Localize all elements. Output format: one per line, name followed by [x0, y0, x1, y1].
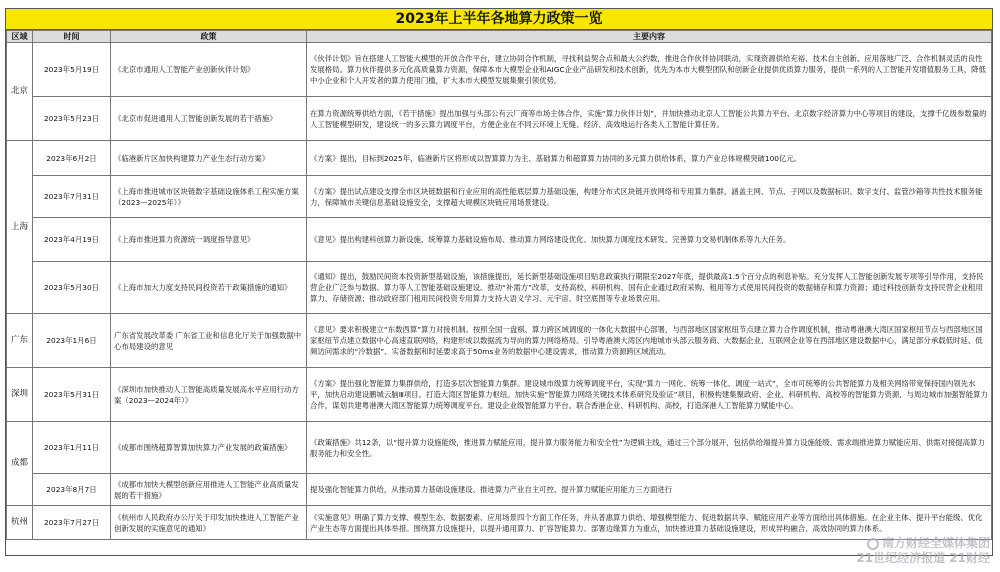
region-cell-shenzhen: 深圳 — [7, 368, 33, 422]
policy-cell: 广东省发展改革委 广东省工业和信息化厅关于加强数据中心布局建设的意见 — [111, 314, 307, 368]
table-row — [7, 262, 992, 314]
time-cell: 2023年5月30日 — [33, 262, 111, 314]
table-row — [7, 218, 992, 262]
content-cell: 提及强化智能算力供给，从推动算力基础设施建设、推进算力产业自主可控、提升算力赋能应用能力三方面进行 — [307, 474, 992, 506]
region-cell-beijing: 北京 — [7, 43, 33, 141]
table-row — [7, 176, 992, 218]
content-cell: 在算力资源统筹供给方面，《若干措施》提出加强与头部公有云厂商等市场主体合作，实施“算力伙伴计划”，并加快推动北京人工智能公共算力平台、北京数字经济算力中心等项目的建设，支撑千亿级参数量的人工智能模型研发，建设统一的多云算力调度平台，方便企业在不同云环境上无缝、经济、高效地运行各类人工智能计算任务。 — [307, 97, 992, 141]
watermark-line-2: 21世纪经济报道 21财经 — [856, 551, 990, 565]
policy-cell: 《深圳市加快推动人工智能高质量发展高水平应用行动方案（2023—2024年）》 — [111, 368, 307, 422]
table-title: 2023年上半年各地算力政策一览 — [6, 9, 992, 30]
table-row — [7, 141, 992, 176]
table-row — [7, 368, 992, 422]
table-row — [7, 314, 992, 368]
policy-cell: 《北京市促进通用人工智能创新发展的若干措施》 — [111, 97, 307, 141]
policy-cell: 《临港新片区加快构建算力产业生态行动方案》 — [111, 141, 307, 176]
table-row — [7, 506, 992, 540]
content-cell: 《方案》提出强化智能算力集群供给，打造多层次智能算力集群。建设城市级算力统筹调度平台，实现“算力一网化、统筹一体化、调度一站式”，全市可统筹的公共智能算力及相关网络带宽保持国内领先水平，加快启动建设鹏城云脑Ⅲ项目。打造大湾区智能算力枢纽。加快实施“智能算力网络关键技术体系研究及验证”项目，积极构建集聚政府、企业、科研机构、高校等的智能算力资源，与周边城市加强智能算力合作，谋划共建粤港澳大湾区智能算力统筹调度平台。建设企业级智能算力平台。联合香港企业、科研机构、高校，打造深港人工智能算力赋能中心。 — [307, 368, 992, 422]
policy-cell: 《上海市加大力度支持民间投资若干政策措施的通知》 — [111, 262, 307, 314]
content-cell: 《方案》提出试点建设支撑全市区块链数据和行业应用的高性能底层算力基础设施，构建分布式区块链开放网络和专用算力集群，涵盖主网、节点、子网以及数据标识、数字支付、监管沙箱等共性技术服务能力，保障城市关键信息基础设施安全，支撑超大规模区块链应用场景建设。 — [307, 176, 992, 218]
policy-cell: 《北京市通用人工智能产业创新伙伴计划》 — [111, 43, 307, 97]
content-cell: 《通知》提出，鼓励民间资本投资新型基础设施，该措施提出，延长新型基础设施项目贴息政策执行期限至2027年底，提供最高1.5个百分点的利息补贴。充分发挥人工智能创新发展专项等引导作用，支持民营企业广泛参与数据、算力等人工智能基础设施建设。推动“补需方”改革，支持高校、科研机构、国有企业通过政府采购、租用等方式使用民间投资的数据储存和算力资源；通过科技创新券支持民营企业租用算力、存储资源；推动政府部门租用民间投资专用算力支持大语义学习、元宇宙、时空底图等专业场景应用。 — [307, 262, 992, 314]
header-region: 区域 — [7, 31, 33, 43]
policy-table-sheet — [5, 8, 993, 556]
content-cell: 《方案》提出，目标到2025年，临港新片区将形成以智算算力为主、基础算力和超算算力协同的多元算力供给体系，算力产业总体规模突破100亿元。 — [307, 141, 992, 176]
content-cell: 《伙伴计划》旨在搭建人工智能大模型的开放合作平台，建立协同合作机制，寻找利益契合点和最大公约数，推进合作伙伴协同联动，实现资源供给充裕、技术自主创新、应用落地广泛、合作机制灵活的良性发展格局。算力伙伴提供多元化高质量算力资源，保障本市大模型企业和AIGC企业产品研发和技术创新，优先为本市大模型团队和创新企业提供优质算力服务，提供一系列的人工智能开发增值服务工具，降低中小企业和个人开发者的算力使用门槛，扩大本市大模型发展集聚引领优势。 — [307, 43, 992, 97]
region-cell-guangdong: 广东 — [7, 314, 33, 368]
content-cell: 《实施意见》明确了算力支撑、模型生态、数据要素、应用场景四个方面工作任务，并从普惠算力供给、增强模型能力、促进数据共享、赋能应用产业等方面给出具体措施。在企业主体、提升平台能级、优化产业生态等方面提出具体举措。围绕算力设施提升，以提升通用算力、扩容智能算力、部署边缘算力为重点，加快推进算力基础设施建设，形成异构融合、高效协同的算力体系。 — [307, 506, 992, 540]
table-row — [7, 97, 992, 141]
table-row — [7, 43, 992, 97]
table-row — [7, 474, 992, 506]
logo-icon — [867, 538, 879, 550]
region-cell-shanghai: 上海 — [7, 141, 33, 314]
policy-cell: 《杭州市人民政府办公厅关于印发加快推进人工智能产业创新发展的实施意见的通知》 — [111, 506, 307, 540]
time-cell: 2023年5月23日 — [33, 97, 111, 141]
header-row — [7, 31, 992, 43]
policy-cell: 《成都市加快大模型创新应用推进人工智能产业高质量发展的若干措施》 — [111, 474, 307, 506]
time-cell: 2023年7月31日 — [33, 176, 111, 218]
header-policy: 政策 — [111, 31, 307, 43]
time-cell: 2023年5月19日 — [33, 43, 111, 97]
watermark — [856, 536, 990, 566]
policy-table — [6, 30, 992, 540]
content-cell: 《政策措施》共12条，以“提升算力设施能级，推进算力赋能应用，提升算力服务能力和安全性”为逻辑主线，通过三个部分展开，包括供给端提升算力设施能级、需求端推进算力赋能应用、供需对接提高算力服务能力和安全性。 — [307, 422, 992, 474]
time-cell: 2023年7月27日 — [33, 506, 111, 540]
content-cell: 《意见》提出构建科创算力新设施、统筹算力基础设施布局、推动算力网络建设优化、加快算力调度技术研发、完善算力交易机制体系等九大任务。 — [307, 218, 992, 262]
watermark-line-1 — [856, 536, 990, 551]
header-time: 时间 — [33, 31, 111, 43]
region-cell-chengdu: 成都 — [7, 422, 33, 506]
time-cell: 2023年8月7日 — [33, 474, 111, 506]
header-content: 主要内容 — [307, 31, 992, 43]
region-cell-hangzhou: 杭州 — [7, 506, 33, 540]
policy-cell: 《上海市推进城市区块链数字基础设施体系工程实施方案（2023—2025年）》 — [111, 176, 307, 218]
time-cell: 2023年6月2日 — [33, 141, 111, 176]
table-row — [7, 422, 992, 474]
time-cell: 2023年1月6日 — [33, 314, 111, 368]
policy-cell: 《上海市推进算力资源统一调度指导意见》 — [111, 218, 307, 262]
time-cell: 2023年5月31日 — [33, 368, 111, 422]
policy-cell: 《成都市围绕超算智算加快算力产业发展的政策措施》 — [111, 422, 307, 474]
time-cell: 2023年4月19日 — [33, 218, 111, 262]
time-cell: 2023年1月11日 — [33, 422, 111, 474]
content-cell: 《意见》要求积极建立“东数西算”算力对接机制。按照全国一盘棋、算力跨区域调度的一体化大数据中心部署，与西部地区国家枢纽节点建立算力合作调度机制，推动粤港澳大湾区国家枢纽节点与西部地区国家枢纽节点建立数据中心高速直联网络，构建形成以数据流为导向的算力网络格局。引导粤港澳大湾区内地城市头部云服务商、大数据企业、互联网企业等在西部地区建设数据中心，满足部分承载低时延、低频访问需求的“冷数据”、实备数据和时延要求高于50ms业务的数据中心建设需求，推动算力资源跨区域流动。 — [307, 314, 992, 368]
watermark-brand: 南方财经全媒体集团 — [881, 536, 990, 550]
